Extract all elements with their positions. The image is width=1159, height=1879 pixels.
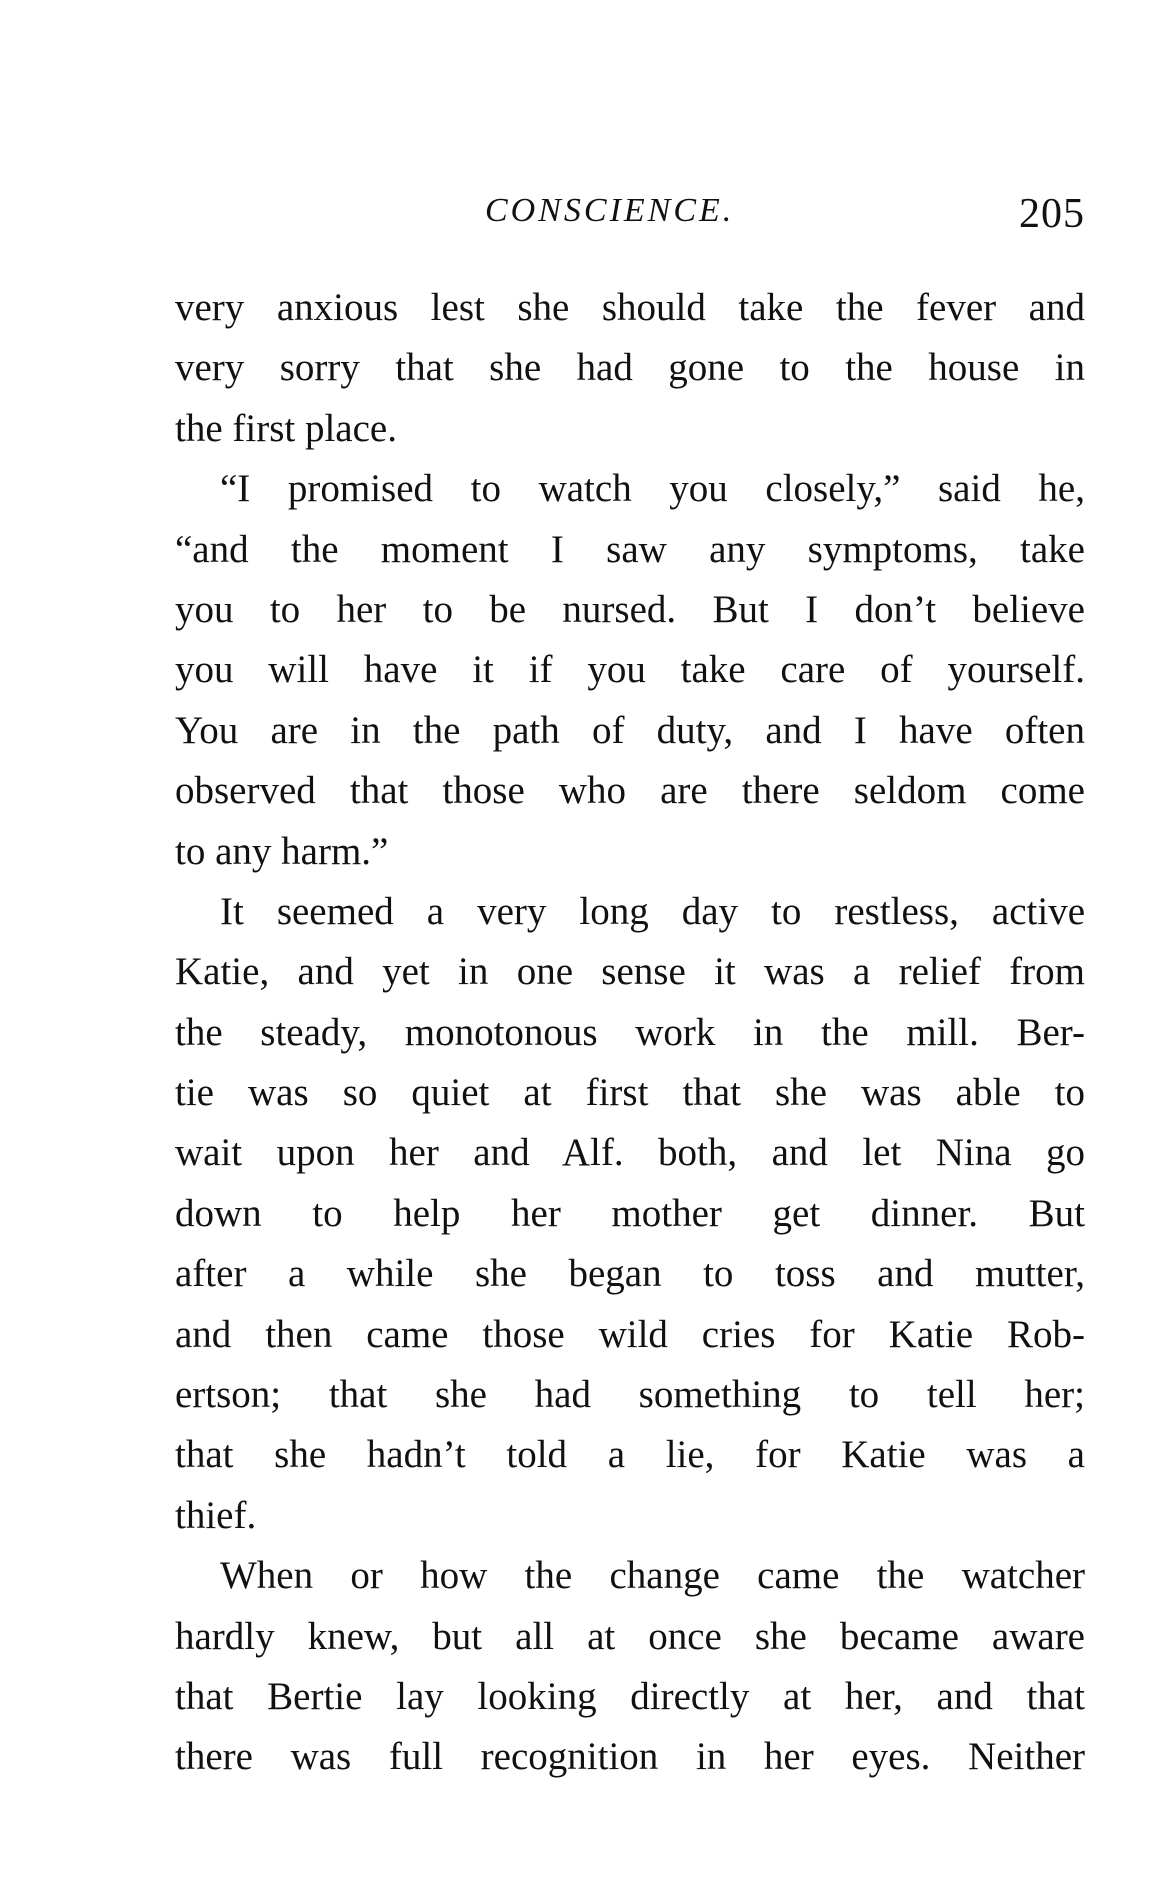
text-line: that she hadn’t told a lie, for Katie was a <box>175 1433 1085 1477</box>
page-number: 205 <box>1019 191 1085 237</box>
text-line: thief. <box>175 1493 257 1537</box>
text-line: “I promised to watch you closely,” said he, <box>220 467 1085 511</box>
text-line: and then came those wild cries for Katie Rob- <box>175 1312 1085 1356</box>
text-line: very sorry that she had gone to the house in <box>175 346 1085 390</box>
text-line: there was full recognition in her eyes. Neither <box>175 1735 1085 1779</box>
text-line: to any harm.” <box>175 829 389 873</box>
text-line: observed that those who are there seldom come <box>175 769 1085 813</box>
text-line: tie was so quiet at first that she was able to <box>175 1071 1085 1115</box>
text-line: down to help her mother get dinner. But <box>175 1191 1085 1235</box>
text-line: ertson; that she had something to tell her; <box>175 1373 1085 1417</box>
text-line: that Bertie lay looking directly at her, and that <box>175 1674 1085 1718</box>
text-line: very anxious lest she should take the fever and <box>175 286 1085 329</box>
body-text <box>175 278 1085 1788</box>
running-title: CONSCIENCE. <box>485 192 735 229</box>
text-line: “and the moment I saw any symptoms, take <box>175 527 1085 571</box>
text-line: You are in the path of duty, and I have often <box>175 708 1085 752</box>
text-line: When or how the change came the watcher <box>220 1554 1085 1598</box>
text-line: Katie, and yet in one sense it was a relief from <box>175 950 1085 994</box>
text-line: you to her to be nursed. But I don’t believe <box>175 587 1085 631</box>
text-line: after a while she began to toss and mutter, <box>175 1252 1085 1296</box>
text-line: the steady, monotonous work in the mill. Ber- <box>175 1010 1085 1054</box>
running-head <box>175 192 1085 252</box>
text-line: wait upon her and Alf. both, and let Nina go <box>175 1131 1085 1175</box>
text-line: the first place. <box>175 406 397 450</box>
text-line: hardly knew, but all at once she became aware <box>175 1614 1085 1658</box>
text-line: It seemed a very long day to restless, active <box>220 889 1085 933</box>
text-line: you will have it if you take care of yourself. <box>175 648 1085 692</box>
